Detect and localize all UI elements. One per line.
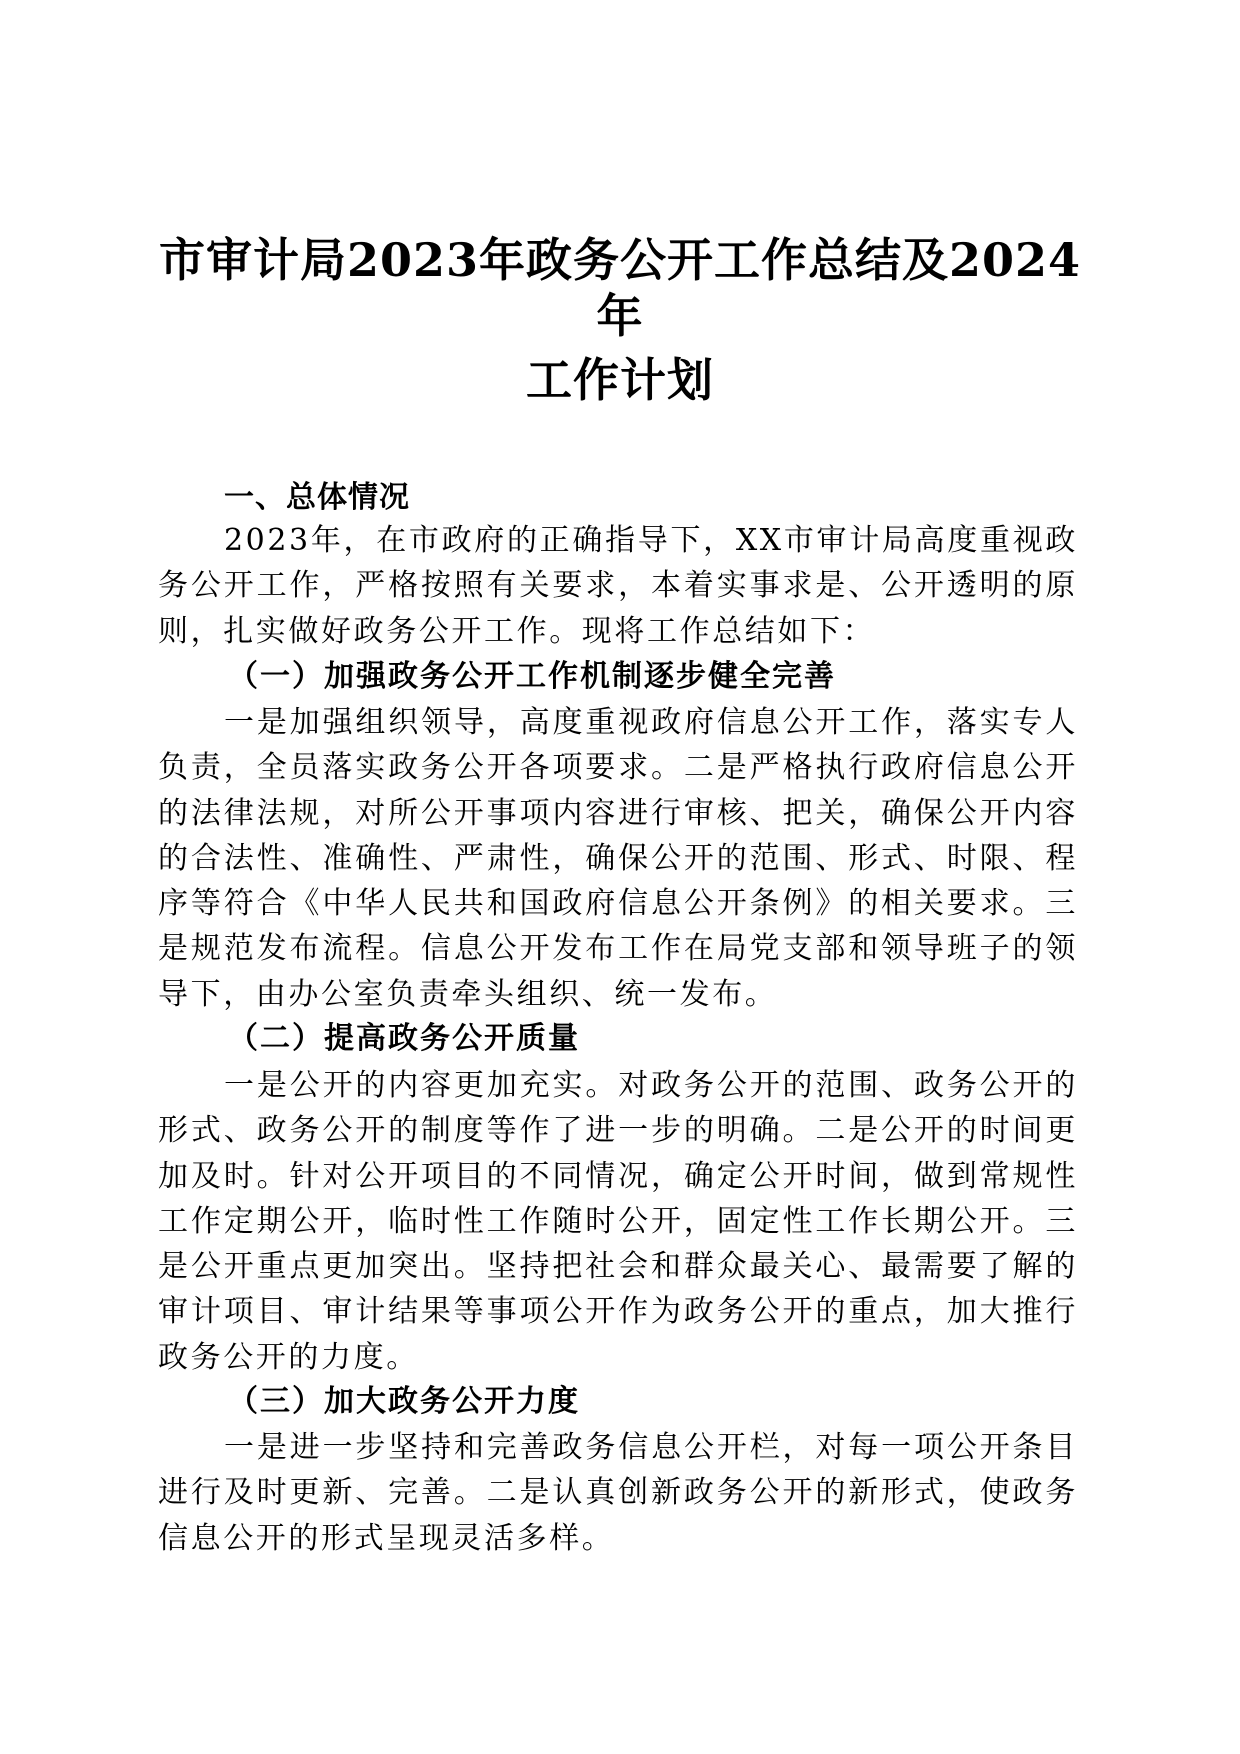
section-heading-overview: 一、总体情况 [224,480,410,515]
document-title-line-1: 市审计局2023年政务公开工作总结及2024年 [158,233,1082,343]
subsection-heading-2: （二）提高政务公开质量 [228,1021,580,1056]
subsection-heading-3: （三）加大政务公开力度 [228,1384,580,1419]
document-title-line-2: 工作计划 [526,353,714,407]
subsection-2-paragraph: 一是公开的内容更加充实。对政务公开的范围、政务公开的形式、政务公开的制度等作了进一步的明确。二是公开的时间更加及时。针对公开项目的不同情况，确定公开时间，做到常规性工作定期公开，临时性工作随时公开，固定性工作长期公开。三是公开重点更加突出。坚持把社会和群众最关心、最需要了解的审计项目、审计结果等事项公开作为政务公开的重点，加大推行政务公开的力度。 [158,1068,1078,1375]
overview-intro-paragraph: 2023年，在市政府的正确指导下，XX市审计局高度重视政务公开工作，严格按照有关要求，本着实事求是、公开透明的原则，扎实做好政务公开工作。现将工作总结如下： [158,523,1078,649]
subsection-1-paragraph: 一是加强组织领导，高度重视政府信息公开工作，落实专人负责，全员落实政务公开各项要求。二是严格执行政府信息公开的法律法规，对所公开事项内容进行审核、把关，确保公开内容的合法性、准确性、严肃性，确保公开的范围、形式、时限、程序等符合《中华人民共和国政府信息公开条例》的相关要求。三是规范发布流程。信息公开发布工作在局党支部和领导班子的领导下，由办公室负责牵头组织、统一发布。 [158,705,1078,1012]
subsection-heading-1: （一）加强政务公开工作机制逐步健全完善 [228,659,836,694]
subsection-3-paragraph: 一是进一步坚持和完善政务信息公开栏，对每一项公开条目进行及时更新、完善。二是认真创新政务公开的新形式，使政务信息公开的形式呈现灵活多样。 [158,1430,1078,1556]
